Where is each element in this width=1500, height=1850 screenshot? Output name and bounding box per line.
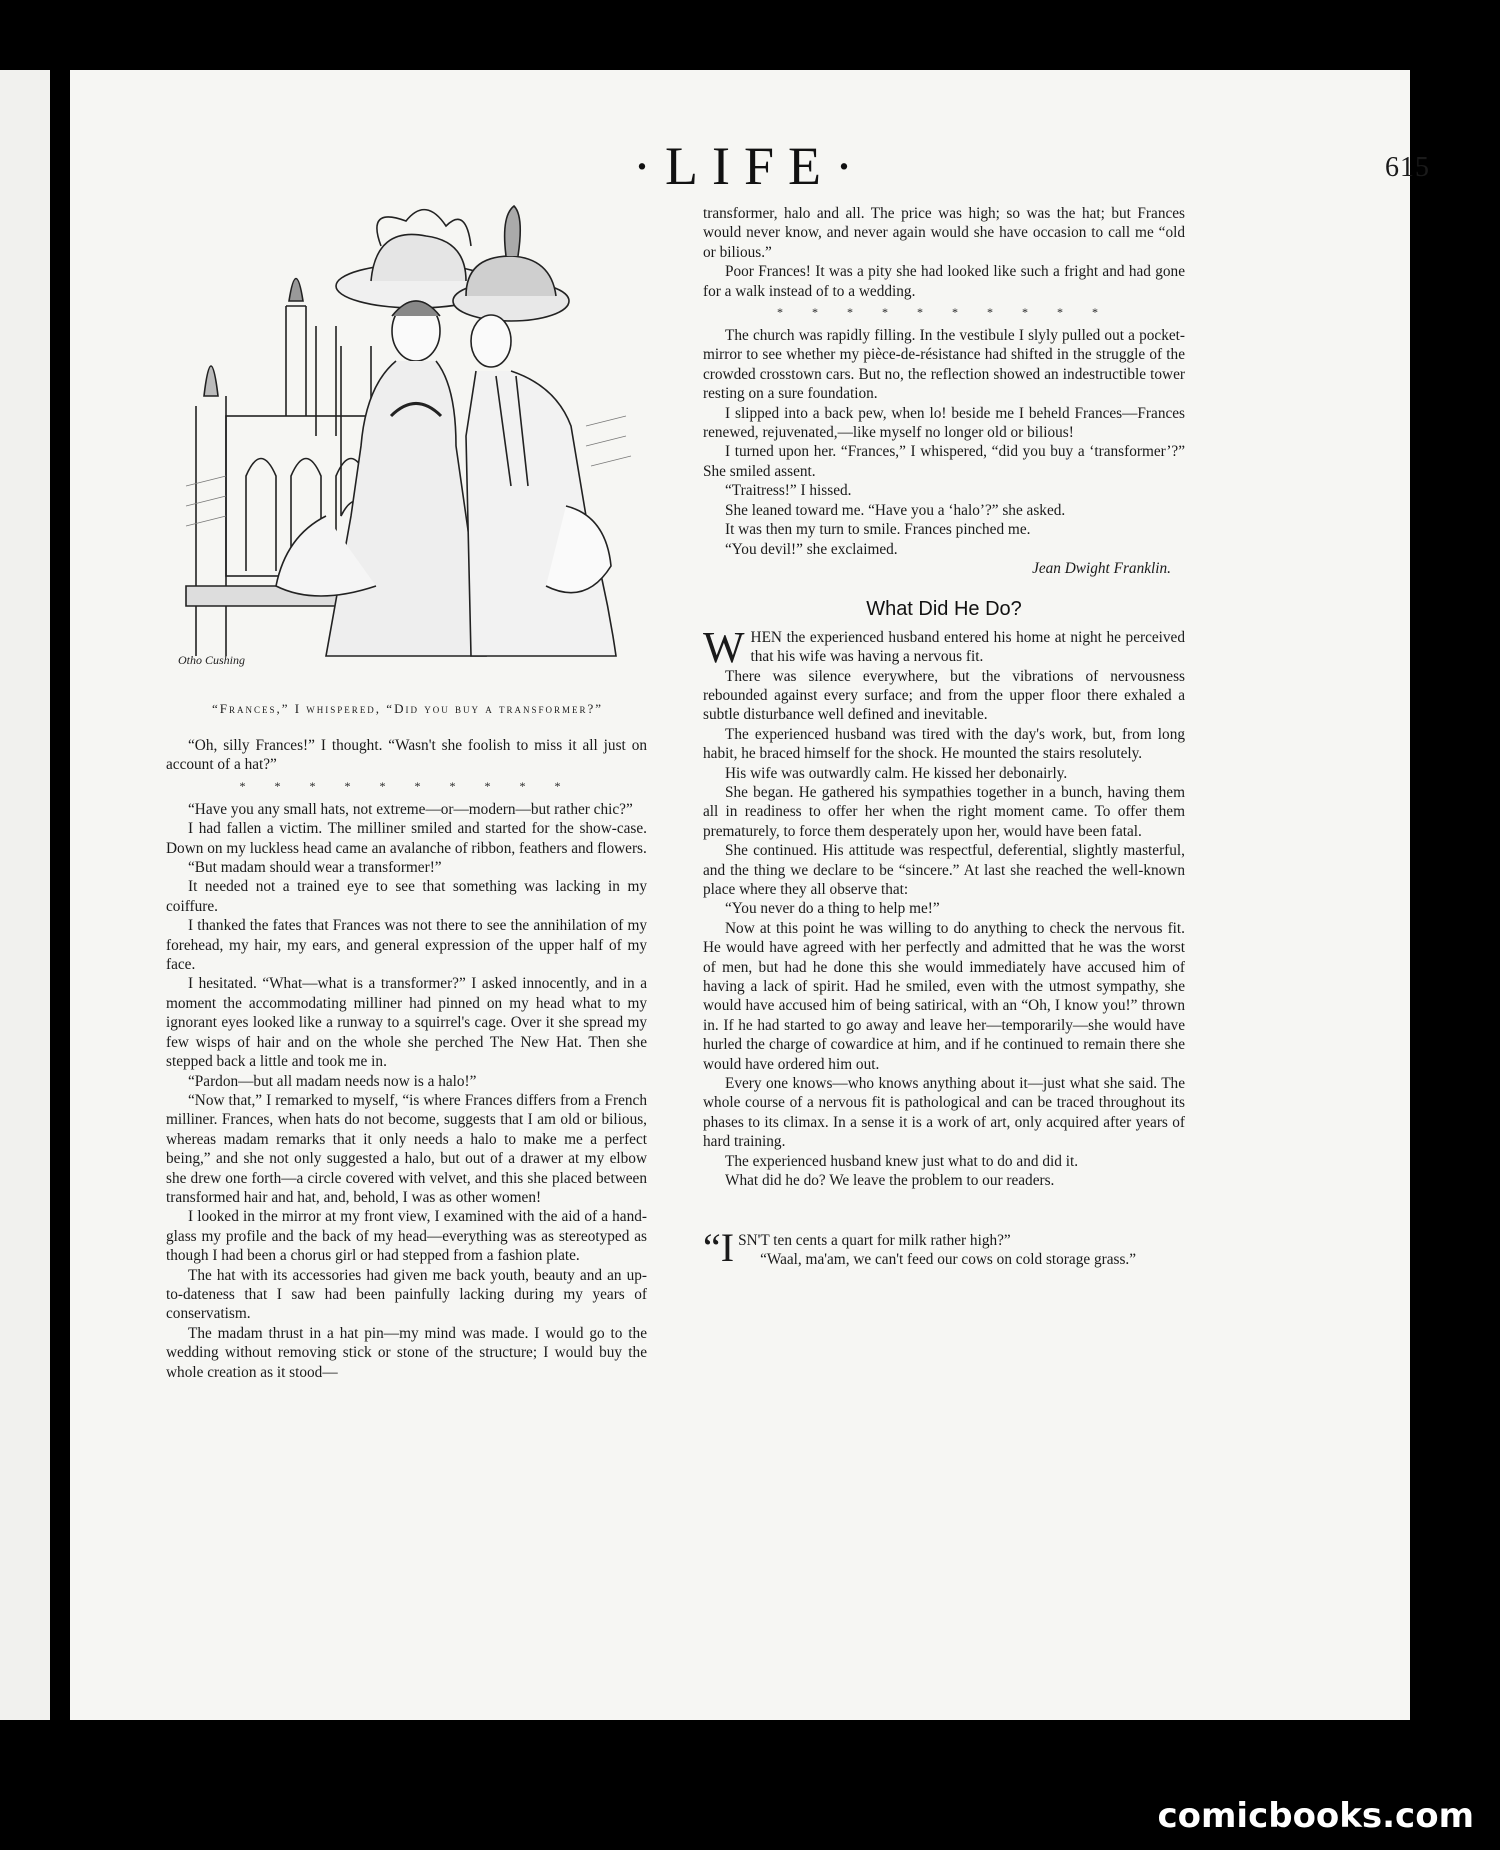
article-body <box>703 667 1185 1191</box>
paragraph: She continued. His attitude was respectful, deferential, slightly masterful, and the thing we declare to be “sincere.” At last she reached the well-known place where they all observe that: <box>703 842 1185 898</box>
joke-lead: “I <box>703 1224 735 1270</box>
paragraph: There was silence everywhere, but the vibrations of nervousness rebounded against every surface; and from the upper floor there exhaled a subtle disturbance well defined and inevitable. <box>703 667 1185 724</box>
paragraph: “Have you any small hats, not extreme—or—modern—but rather chic?” <box>188 800 633 818</box>
paragraph: I slipped into a back pew, when lo! beside me I beheld Frances—Frances renewed, rejuvenated,—like myself no longer old or bilious! <box>703 404 1185 442</box>
paragraph: “Pardon—but all madam needs now is a halo!” <box>188 1072 477 1090</box>
illustration-two-women-on-pew <box>166 186 649 672</box>
paragraph: She began. He gathered his sympathies together in a bunch, having them all in readiness to offer her when the right moment came. To offer them prematurely, to force them desperately upon her, would have been fatal. <box>703 783 1185 840</box>
article-first-paragraph <box>703 622 1185 672</box>
paragraph: Every one knows—who knows anything about it—just what she said. The whole course of a nervous fit is pathological and can be traced throughout its phases to its climax. In a sense it is a work of art, only acquired after years of hard training. <box>703 1075 1185 1151</box>
watermark: comicbooks.com <box>1157 1796 1474 1836</box>
paragraph: “Oh, silly Frances!” I thought. “Wasn't she foolish to miss it all just on account of a hat?” <box>166 737 647 774</box>
paragraph: What did he do? We leave the problem to our readers. <box>725 1172 1055 1190</box>
section-break-stars: * * * * * * * * * * <box>777 305 1111 320</box>
paragraph: Now at this point he was willing to do anything to check the nervous fit. He would have agreed with her perfectly and admitted that he was the worst of men, but had he done this she would immediately have accused him of having a lack of spirit. Had he smiled, even with the utmost sympathy, she would have accused him of being satirical, with an “Oh, I know you!” thrown in. If he had started to go away and leave her—temporarily—she would have hurled the charge of cowardice at him, and if he continued to remain there she would have ordered him out. <box>703 919 1185 1073</box>
section-break-stars: * * * * * * * * * * <box>239 778 574 793</box>
paragraph: It needed not a trained eye to see that something was lacking in my coiffure. <box>166 878 647 915</box>
paragraph: “Traitress!” I hissed. <box>725 482 852 500</box>
paragraph: She leaned toward me. “Have you a ‘halo’?” she asked. <box>725 501 1066 519</box>
paragraph: I looked in the mirror at my front view, I examined with the aid of a hand-glass my profile and the back of my head—everything was as stereotyped as though I had been a chorus girl or had stepped from a fashion plate. <box>166 1208 647 1265</box>
joke-answer: “Waal, ma'am, we can't feed our cows on cold storage grass.” <box>760 1250 1137 1268</box>
paragraph: “But madam should wear a transformer!” <box>188 859 442 877</box>
paragraph: The hat with its accessories had given me back youth, beauty and an up-to-dateness that I saw had been painfully lacking during my years of conservatism. <box>166 1266 647 1323</box>
paragraph: “Now that,” I remarked to myself, “is where Frances differs from a French milliner. Frances, when hats do not become, suggests that I am old or bilious, whereas madam remarks that it only needs a halo to make me a perfect being,” and she not only suggested a halo, but out of a drawer at my elbow she drew one forth—a circle covered with velvet, and this she placed between transformed hair and hat, and, behold, I was as other women! <box>166 1091 647 1206</box>
paragraph: The church was rapidly filling. In the vestibule I slyly pulled out a pocket-mirror to see whether my pièce-de-résistance had shifted in the struggle of the crowded crosstown cars. But no, the reflection showed an indestructible tower resting on a sure foundation. <box>703 327 1185 403</box>
author-signature: Jean Dwight Franklin. <box>1032 559 1171 577</box>
paragraph: It was then my turn to smile. Frances pinched me. <box>725 521 1031 539</box>
story-column-left <box>166 736 647 1382</box>
page-number: 615 <box>1385 152 1430 183</box>
paragraph: I hesitated. “What—what is a transformer?” I asked innocently, and in a moment the accommodating milliner had pinned on my head what to my ignorant eyes looked like a runway to a squirrel's cage. Over it she spread my few wisps of hair and on the whole she perched The New Hat. Then she stepped back a little and took me in. <box>166 975 647 1071</box>
paragraph: transformer, halo and all. The price was high; so was the hat; but Frances would never know, and never again would she have occasion to call me “old or bilious.” <box>703 205 1185 261</box>
paragraph: I had fallen a victim. The milliner smiled and started for the show-case. Down on my luckless head came an avalanche of ribbon, feathers and flowers. <box>166 820 647 857</box>
story-column-right <box>703 204 1185 1269</box>
drop-cap: W <box>703 622 745 672</box>
paragraph: The madam thrust in a hat pin—my mind was made. I would go to the wedding without removing stick or stone of the structure; I would buy the whole creation as it stood— <box>166 1324 647 1381</box>
joke-line-1: SN'T ten cents a quart for milk rather high?” <box>738 1231 1011 1249</box>
paragraph: The experienced husband knew just what to do and did it. <box>725 1152 1079 1170</box>
paragraph: His wife was outwardly calm. He kissed her debonairly. <box>725 764 1068 782</box>
paragraph: The experienced husband was tired with the day's work, but, from long habit, he braced himself for the shock. He mounted the stairs resolutely. <box>703 725 1185 763</box>
paragraph: I turned upon her. “Frances,” I whispered, “did you buy a ‘transformer’?” She smiled assent. <box>703 443 1185 480</box>
story-continuation <box>703 204 1185 559</box>
paragraph: “You never do a thing to help me!” <box>725 900 940 918</box>
masthead: ·LIFE· <box>633 136 867 196</box>
paragraph: I thanked the fates that Frances was not there to see the annihilation of my forehead, my hair, my ears, and general expression of the upper half of my face. <box>166 917 647 974</box>
facing-page-edge <box>0 70 50 1720</box>
paragraph: “You devil!” she exclaimed. <box>725 540 898 558</box>
article-title: What Did He Do? <box>866 598 1022 621</box>
artist-signature: Otho Cushing <box>178 653 246 667</box>
illustration-caption: “Frances,” I whispered, “Did you buy a transformer?” <box>211 701 604 716</box>
paragraph: Poor Frances! It was a pity she had looked like such a fright and had gone for a walk instead of to a wedding. <box>703 263 1185 300</box>
first-paragraph-text: HEN the experienced husband entered his home at night he perceived that his wife was having a nervous fit. <box>750 628 1185 666</box>
